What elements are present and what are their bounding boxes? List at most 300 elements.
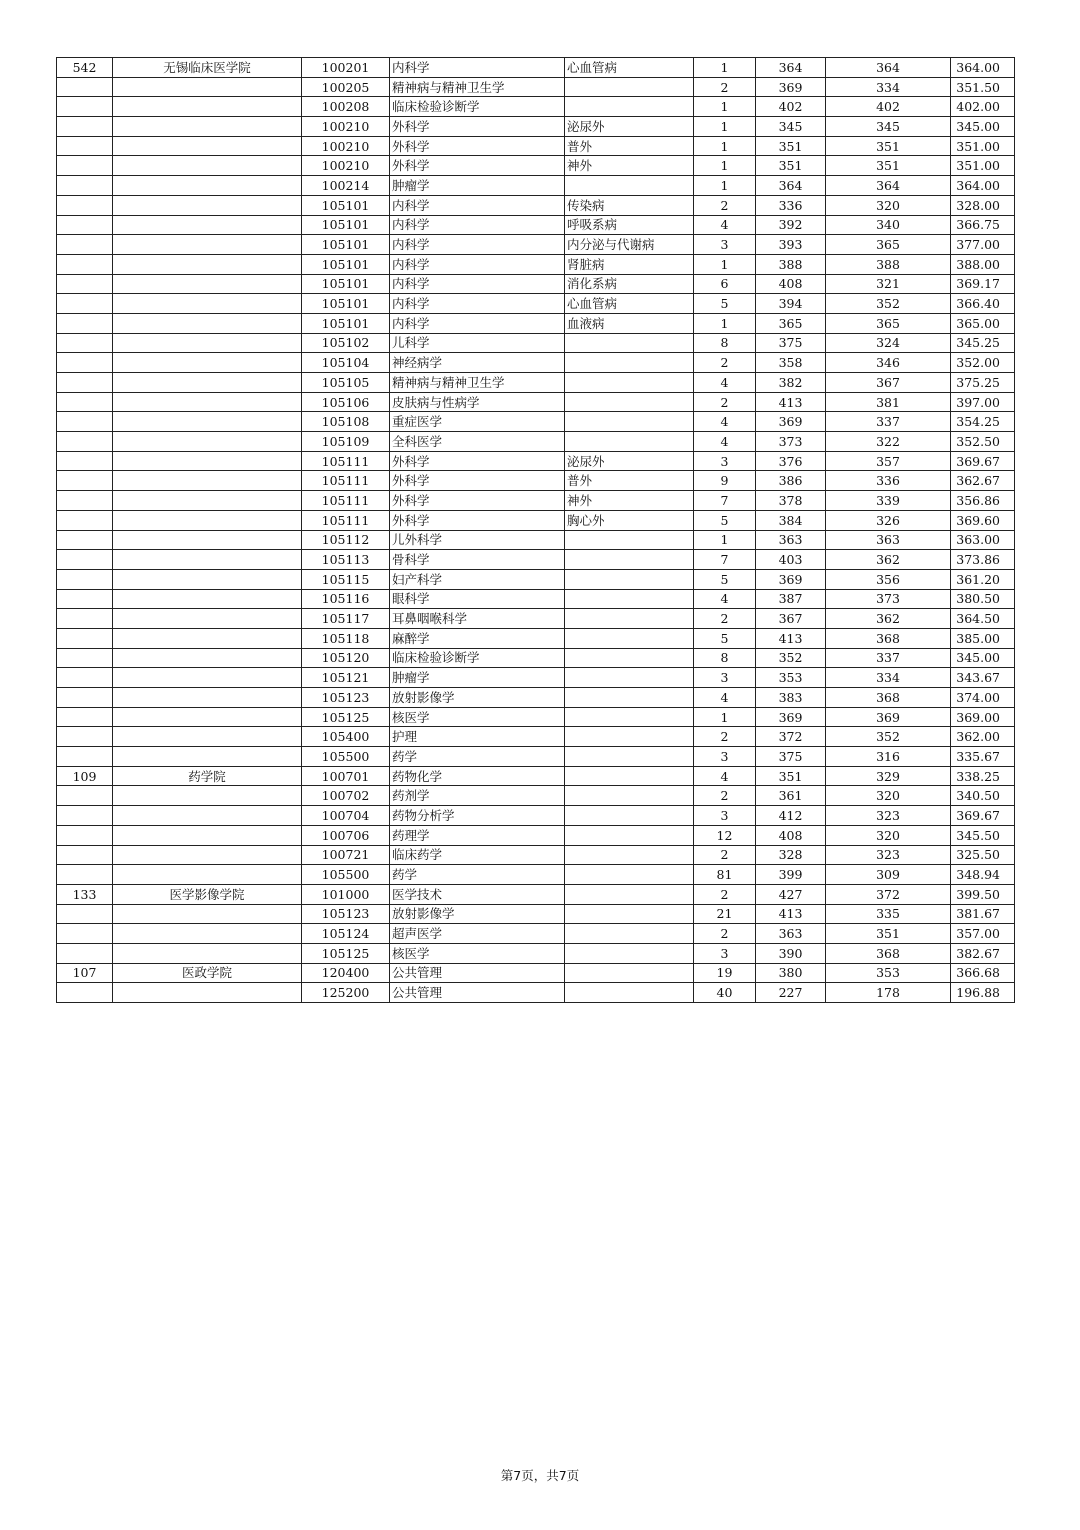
major-name-cell: 内科学	[390, 313, 565, 333]
min-score-cell: 335	[826, 904, 951, 924]
count-cell: 3	[694, 747, 756, 767]
count-cell: 19	[694, 963, 756, 983]
college-code-cell	[57, 313, 113, 333]
min-score-cell: 323	[826, 845, 951, 865]
college-name-cell	[113, 609, 302, 629]
major-code-cell: 125200	[302, 983, 390, 1003]
direction-cell	[565, 747, 694, 767]
college-code-cell	[57, 688, 113, 708]
college-code-cell	[57, 294, 113, 314]
major-code-cell: 105500	[302, 865, 390, 885]
college-code-cell	[57, 943, 113, 963]
avg-score-cell: 357.00	[951, 924, 1015, 944]
college-name-cell	[113, 904, 302, 924]
major-name-cell: 外科学	[390, 471, 565, 491]
table-row	[57, 58, 1015, 78]
max-score-cell: 367	[756, 609, 826, 629]
table-row	[57, 963, 1015, 983]
major-name-cell: 骨科学	[390, 550, 565, 570]
table-row	[57, 510, 1015, 530]
major-name-cell: 外科学	[390, 510, 565, 530]
max-score-cell: 351	[756, 136, 826, 156]
count-cell: 1	[694, 136, 756, 156]
college-name-cell	[113, 924, 302, 944]
college-code-cell	[57, 707, 113, 727]
max-score-cell: 382	[756, 373, 826, 393]
direction-cell	[565, 628, 694, 648]
major-name-cell: 麻醉学	[390, 628, 565, 648]
min-score-cell: 381	[826, 392, 951, 412]
table-row	[57, 609, 1015, 629]
college-code-cell	[57, 412, 113, 432]
direction-cell	[565, 707, 694, 727]
major-name-cell: 内科学	[390, 215, 565, 235]
college-name-cell	[113, 628, 302, 648]
college-name-cell	[113, 471, 302, 491]
min-score-cell: 329	[826, 766, 951, 786]
direction-cell	[565, 412, 694, 432]
college-code-cell: 107	[57, 963, 113, 983]
table-row	[57, 392, 1015, 412]
direction-cell	[565, 924, 694, 944]
college-name-cell	[113, 333, 302, 353]
max-score-cell: 390	[756, 943, 826, 963]
major-code-cell: 105116	[302, 589, 390, 609]
min-score-cell: 351	[826, 924, 951, 944]
count-cell: 5	[694, 510, 756, 530]
direction-cell: 传染病	[565, 195, 694, 215]
college-code-cell	[57, 845, 113, 865]
table-row	[57, 77, 1015, 97]
direction-cell	[565, 963, 694, 983]
college-code-cell	[57, 77, 113, 97]
major-name-cell: 内科学	[390, 58, 565, 78]
max-score-cell: 380	[756, 963, 826, 983]
direction-cell: 胸心外	[565, 510, 694, 530]
min-score-cell: 363	[826, 530, 951, 550]
direction-cell	[565, 530, 694, 550]
major-name-cell: 放射影像学	[390, 904, 565, 924]
avg-score-cell: 361.20	[951, 569, 1015, 589]
college-name-cell	[113, 727, 302, 747]
direction-cell	[565, 865, 694, 885]
college-code-cell	[57, 491, 113, 511]
min-score-cell: 326	[826, 510, 951, 530]
avg-score-cell: 351.50	[951, 77, 1015, 97]
min-score-cell: 340	[826, 215, 951, 235]
college-code-cell	[57, 451, 113, 471]
direction-cell	[565, 609, 694, 629]
count-cell: 8	[694, 333, 756, 353]
direction-cell: 泌尿外	[565, 117, 694, 137]
count-cell: 2	[694, 195, 756, 215]
table-row	[57, 589, 1015, 609]
count-cell: 81	[694, 865, 756, 885]
count-cell: 7	[694, 550, 756, 570]
avg-score-cell: 373.86	[951, 550, 1015, 570]
table-row	[57, 943, 1015, 963]
major-code-cell: 105123	[302, 904, 390, 924]
college-name-cell	[113, 806, 302, 826]
college-code-cell	[57, 176, 113, 196]
table-row	[57, 176, 1015, 196]
college-name-cell	[113, 510, 302, 530]
college-code-cell	[57, 786, 113, 806]
avg-score-cell: 352.00	[951, 353, 1015, 373]
table-row	[57, 97, 1015, 117]
major-name-cell: 药剂学	[390, 786, 565, 806]
major-code-cell: 100702	[302, 786, 390, 806]
max-score-cell: 376	[756, 451, 826, 471]
major-code-cell: 105109	[302, 432, 390, 452]
avg-score-cell: 366.40	[951, 294, 1015, 314]
min-score-cell: 369	[826, 707, 951, 727]
avg-score-cell: 369.17	[951, 274, 1015, 294]
table-row	[57, 117, 1015, 137]
table-row	[57, 373, 1015, 393]
avg-score-cell: 402.00	[951, 97, 1015, 117]
table-row	[57, 530, 1015, 550]
max-score-cell: 373	[756, 432, 826, 452]
major-code-cell: 100210	[302, 136, 390, 156]
major-code-cell: 100210	[302, 156, 390, 176]
table-row	[57, 569, 1015, 589]
major-code-cell: 105111	[302, 510, 390, 530]
major-name-cell: 儿外科学	[390, 530, 565, 550]
count-cell: 2	[694, 77, 756, 97]
college-code-cell	[57, 373, 113, 393]
college-name-cell	[113, 313, 302, 333]
avg-score-cell: 345.00	[951, 117, 1015, 137]
count-cell: 12	[694, 825, 756, 845]
min-score-cell: 316	[826, 747, 951, 767]
min-score-cell: 367	[826, 373, 951, 393]
college-code-cell	[57, 530, 113, 550]
max-score-cell: 358	[756, 353, 826, 373]
table-row	[57, 195, 1015, 215]
count-cell: 4	[694, 412, 756, 432]
max-score-cell: 413	[756, 904, 826, 924]
page-number: 第7页，共7页	[500, 1468, 580, 1483]
college-name-cell	[113, 747, 302, 767]
max-score-cell: 365	[756, 313, 826, 333]
major-code-cell: 105101	[302, 254, 390, 274]
avg-score-cell: 381.67	[951, 904, 1015, 924]
avg-score-cell: 364.00	[951, 58, 1015, 78]
count-cell: 2	[694, 392, 756, 412]
max-score-cell: 369	[756, 412, 826, 432]
count-cell: 3	[694, 235, 756, 255]
college-code-cell	[57, 747, 113, 767]
college-name-cell	[113, 176, 302, 196]
direction-cell: 普外	[565, 471, 694, 491]
table-row	[57, 766, 1015, 786]
max-score-cell: 336	[756, 195, 826, 215]
count-cell: 1	[694, 176, 756, 196]
avg-score-cell: 399.50	[951, 884, 1015, 904]
min-score-cell: 178	[826, 983, 951, 1003]
max-score-cell: 375	[756, 747, 826, 767]
major-code-cell: 105500	[302, 747, 390, 767]
college-code-cell	[57, 117, 113, 137]
college-name-cell	[113, 117, 302, 137]
max-score-cell: 363	[756, 530, 826, 550]
major-code-cell: 105111	[302, 451, 390, 471]
count-cell: 4	[694, 766, 756, 786]
direction-cell	[565, 569, 694, 589]
max-score-cell: 399	[756, 865, 826, 885]
max-score-cell: 352	[756, 648, 826, 668]
avg-score-cell: 362.67	[951, 471, 1015, 491]
min-score-cell: 336	[826, 471, 951, 491]
min-score-cell: 321	[826, 274, 951, 294]
major-code-cell: 105120	[302, 648, 390, 668]
major-name-cell: 药物化学	[390, 766, 565, 786]
direction-cell: 肾脏病	[565, 254, 694, 274]
college-code-cell	[57, 628, 113, 648]
direction-cell: 消化系病	[565, 274, 694, 294]
college-code-cell	[57, 510, 113, 530]
avg-score-cell: 348.94	[951, 865, 1015, 885]
college-code-cell	[57, 471, 113, 491]
college-code-cell	[57, 865, 113, 885]
college-code-cell	[57, 274, 113, 294]
college-code-cell	[57, 550, 113, 570]
college-name-cell	[113, 648, 302, 668]
direction-cell: 血液病	[565, 313, 694, 333]
college-code-cell	[57, 806, 113, 826]
major-name-cell: 核医学	[390, 707, 565, 727]
major-name-cell: 外科学	[390, 491, 565, 511]
avg-score-cell: 364.50	[951, 609, 1015, 629]
table-row	[57, 668, 1015, 688]
direction-cell: 心血管病	[565, 58, 694, 78]
min-score-cell: 322	[826, 432, 951, 452]
major-code-cell: 105101	[302, 195, 390, 215]
max-score-cell: 383	[756, 688, 826, 708]
min-score-cell: 365	[826, 313, 951, 333]
direction-cell	[565, 766, 694, 786]
avg-score-cell: 351.00	[951, 156, 1015, 176]
count-cell: 1	[694, 707, 756, 727]
direction-cell	[565, 392, 694, 412]
college-code-cell	[57, 904, 113, 924]
major-code-cell: 105108	[302, 412, 390, 432]
major-name-cell: 眼科学	[390, 589, 565, 609]
table-row	[57, 924, 1015, 944]
table-row	[57, 412, 1015, 432]
college-name-cell	[113, 491, 302, 511]
major-code-cell: 100210	[302, 117, 390, 137]
direction-cell	[565, 648, 694, 668]
avg-score-cell: 366.68	[951, 963, 1015, 983]
college-name-cell	[113, 235, 302, 255]
college-name-cell	[113, 392, 302, 412]
table-row	[57, 333, 1015, 353]
college-code-cell	[57, 589, 113, 609]
count-cell: 3	[694, 668, 756, 688]
avg-score-cell: 369.00	[951, 707, 1015, 727]
max-score-cell: 227	[756, 983, 826, 1003]
count-cell: 1	[694, 97, 756, 117]
major-name-cell: 内科学	[390, 195, 565, 215]
count-cell: 4	[694, 432, 756, 452]
major-name-cell: 内科学	[390, 294, 565, 314]
college-name-cell	[113, 254, 302, 274]
college-code-cell	[57, 136, 113, 156]
direction-cell	[565, 904, 694, 924]
min-score-cell: 364	[826, 176, 951, 196]
max-score-cell: 388	[756, 254, 826, 274]
major-name-cell: 重症医学	[390, 412, 565, 432]
college-name-cell	[113, 786, 302, 806]
college-name-cell	[113, 530, 302, 550]
table-row	[57, 451, 1015, 471]
table-row	[57, 353, 1015, 373]
count-cell: 5	[694, 569, 756, 589]
college-name-cell	[113, 412, 302, 432]
min-score-cell: 368	[826, 628, 951, 648]
max-score-cell: 353	[756, 668, 826, 688]
table-row	[57, 254, 1015, 274]
college-code-cell	[57, 97, 113, 117]
count-cell: 3	[694, 806, 756, 826]
avg-score-cell: 369.60	[951, 510, 1015, 530]
major-name-cell: 妇产科学	[390, 569, 565, 589]
min-score-cell: 356	[826, 569, 951, 589]
direction-cell	[565, 845, 694, 865]
college-code-cell	[57, 254, 113, 274]
college-code-cell: 542	[57, 58, 113, 78]
college-name-cell: 医政学院	[113, 963, 302, 983]
table-row	[57, 156, 1015, 176]
count-cell: 4	[694, 688, 756, 708]
avg-score-cell: 369.67	[951, 451, 1015, 471]
major-code-cell: 100208	[302, 97, 390, 117]
college-name-cell	[113, 825, 302, 845]
direction-cell	[565, 97, 694, 117]
count-cell: 1	[694, 156, 756, 176]
table-row	[57, 215, 1015, 235]
major-code-cell: 105121	[302, 668, 390, 688]
major-code-cell: 100701	[302, 766, 390, 786]
major-name-cell: 外科学	[390, 451, 565, 471]
min-score-cell: 320	[826, 825, 951, 845]
major-name-cell: 医学技术	[390, 884, 565, 904]
count-cell: 2	[694, 786, 756, 806]
direction-cell	[565, 333, 694, 353]
college-code-cell	[57, 569, 113, 589]
college-name-cell	[113, 550, 302, 570]
avg-score-cell: 345.00	[951, 648, 1015, 668]
major-code-cell: 105101	[302, 274, 390, 294]
count-cell: 1	[694, 530, 756, 550]
min-score-cell: 372	[826, 884, 951, 904]
table-row	[57, 707, 1015, 727]
college-code-cell	[57, 195, 113, 215]
college-name-cell	[113, 983, 302, 1003]
college-name-cell	[113, 589, 302, 609]
college-code-cell	[57, 648, 113, 668]
count-cell: 1	[694, 254, 756, 274]
min-score-cell: 357	[826, 451, 951, 471]
min-score-cell: 352	[826, 294, 951, 314]
avg-score-cell: 363.00	[951, 530, 1015, 550]
major-code-cell: 100214	[302, 176, 390, 196]
avg-score-cell: 356.86	[951, 491, 1015, 511]
college-code-cell	[57, 392, 113, 412]
max-score-cell: 369	[756, 707, 826, 727]
max-score-cell: 403	[756, 550, 826, 570]
major-code-cell: 105111	[302, 471, 390, 491]
major-name-cell: 药学	[390, 747, 565, 767]
major-name-cell: 临床检验诊断学	[390, 97, 565, 117]
max-score-cell: 328	[756, 845, 826, 865]
count-cell: 4	[694, 373, 756, 393]
direction-cell	[565, 176, 694, 196]
major-name-cell: 临床检验诊断学	[390, 648, 565, 668]
direction-cell	[565, 550, 694, 570]
min-score-cell: 334	[826, 668, 951, 688]
college-code-cell	[57, 668, 113, 688]
avg-score-cell: 362.00	[951, 727, 1015, 747]
avg-score-cell: 335.67	[951, 747, 1015, 767]
table-row	[57, 786, 1015, 806]
college-name-cell	[113, 865, 302, 885]
avg-score-cell: 352.50	[951, 432, 1015, 452]
direction-cell	[565, 589, 694, 609]
avg-score-cell: 338.25	[951, 766, 1015, 786]
major-code-cell: 105115	[302, 569, 390, 589]
college-name-cell	[113, 294, 302, 314]
max-score-cell: 384	[756, 510, 826, 530]
max-score-cell: 363	[756, 924, 826, 944]
table-row	[57, 432, 1015, 452]
avg-score-cell: 196.88	[951, 983, 1015, 1003]
major-code-cell: 105111	[302, 491, 390, 511]
college-code-cell	[57, 215, 113, 235]
direction-cell	[565, 668, 694, 688]
major-name-cell: 儿科学	[390, 333, 565, 353]
count-cell: 1	[694, 313, 756, 333]
min-score-cell: 362	[826, 609, 951, 629]
max-score-cell: 413	[756, 628, 826, 648]
table-row	[57, 806, 1015, 826]
min-score-cell: 351	[826, 156, 951, 176]
direction-cell	[565, 688, 694, 708]
major-name-cell: 内科学	[390, 254, 565, 274]
college-name-cell: 无锡临床医学院	[113, 58, 302, 78]
major-code-cell: 100704	[302, 806, 390, 826]
direction-cell: 普外	[565, 136, 694, 156]
max-score-cell: 394	[756, 294, 826, 314]
max-score-cell: 402	[756, 97, 826, 117]
college-name-cell	[113, 215, 302, 235]
min-score-cell: 320	[826, 195, 951, 215]
count-cell: 5	[694, 628, 756, 648]
major-name-cell: 外科学	[390, 117, 565, 137]
direction-cell: 泌尿外	[565, 451, 694, 471]
min-score-cell: 364	[826, 58, 951, 78]
college-name-cell	[113, 432, 302, 452]
avg-score-cell: 345.25	[951, 333, 1015, 353]
count-cell: 5	[694, 294, 756, 314]
max-score-cell: 392	[756, 215, 826, 235]
direction-cell	[565, 884, 694, 904]
college-code-cell	[57, 727, 113, 747]
count-cell: 2	[694, 609, 756, 629]
max-score-cell: 413	[756, 392, 826, 412]
